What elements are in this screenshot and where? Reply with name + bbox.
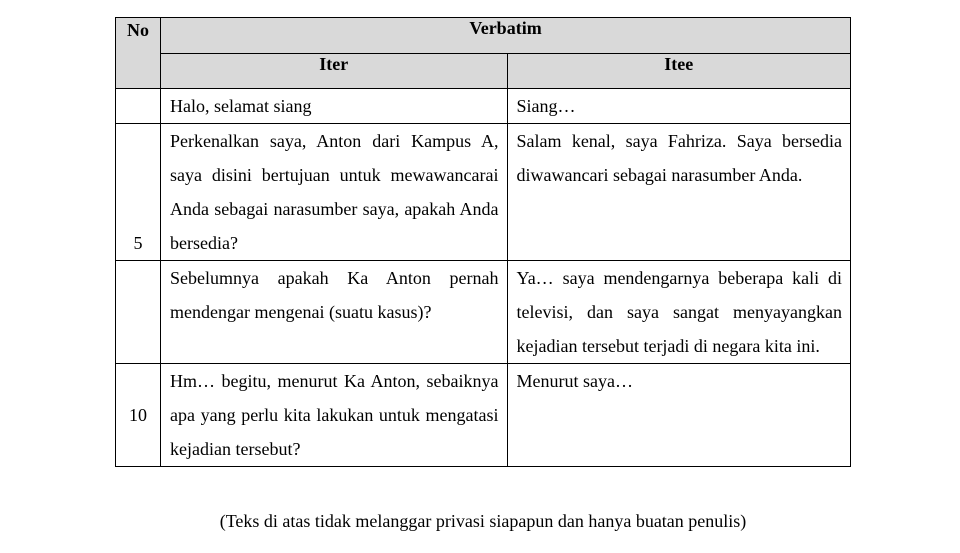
iter-text: Perkenalkan saya, Anton dari Kampus A, saya disini bertujuan untuk mewawancarai Anda sebagai narasumber saya, apakah Anda bersedia? [161,124,507,261]
iter-text: Hm… begitu, menurut Ka Anton, sebaiknya apa yang perlu kita lakukan untuk mengatasi kejadian tersebut? [161,364,507,467]
iter-text: Halo, selamat siang [161,89,507,124]
itee-text: Siang… [507,89,851,124]
header-verbatim: Verbatim [161,18,851,54]
verbatim-table [115,17,851,467]
table-row [116,261,851,364]
table-row [116,364,851,467]
header-iter: Iter [161,53,507,89]
caption: (Teks di atas tidak melanggar privasi siapapun dan hanya buatan penulis) [219,511,747,531]
row-number: 10 [116,364,161,467]
table-row [116,89,851,124]
row-number [116,261,161,364]
iter-text: Sebelumnya apakah Ka Anton pernah mendengar mengenai (suatu kasus)? [161,261,507,364]
itee-text: Ya… saya mendengarnya beberapa kali di televisi, dan saya sangat menyayangkan kejadian tersebut terjadi di negara kita ini. [507,261,851,364]
table-row [116,124,851,261]
row-number: 5 [116,124,161,261]
row-number [116,89,161,124]
header-no: No [116,18,161,89]
itee-text: Menurut saya… [507,364,851,467]
header-itee: Itee [507,53,851,89]
itee-text: Salam kenal, saya Fahriza. Saya bersedia diwawancari sebagai narasumber Anda. [507,124,851,261]
